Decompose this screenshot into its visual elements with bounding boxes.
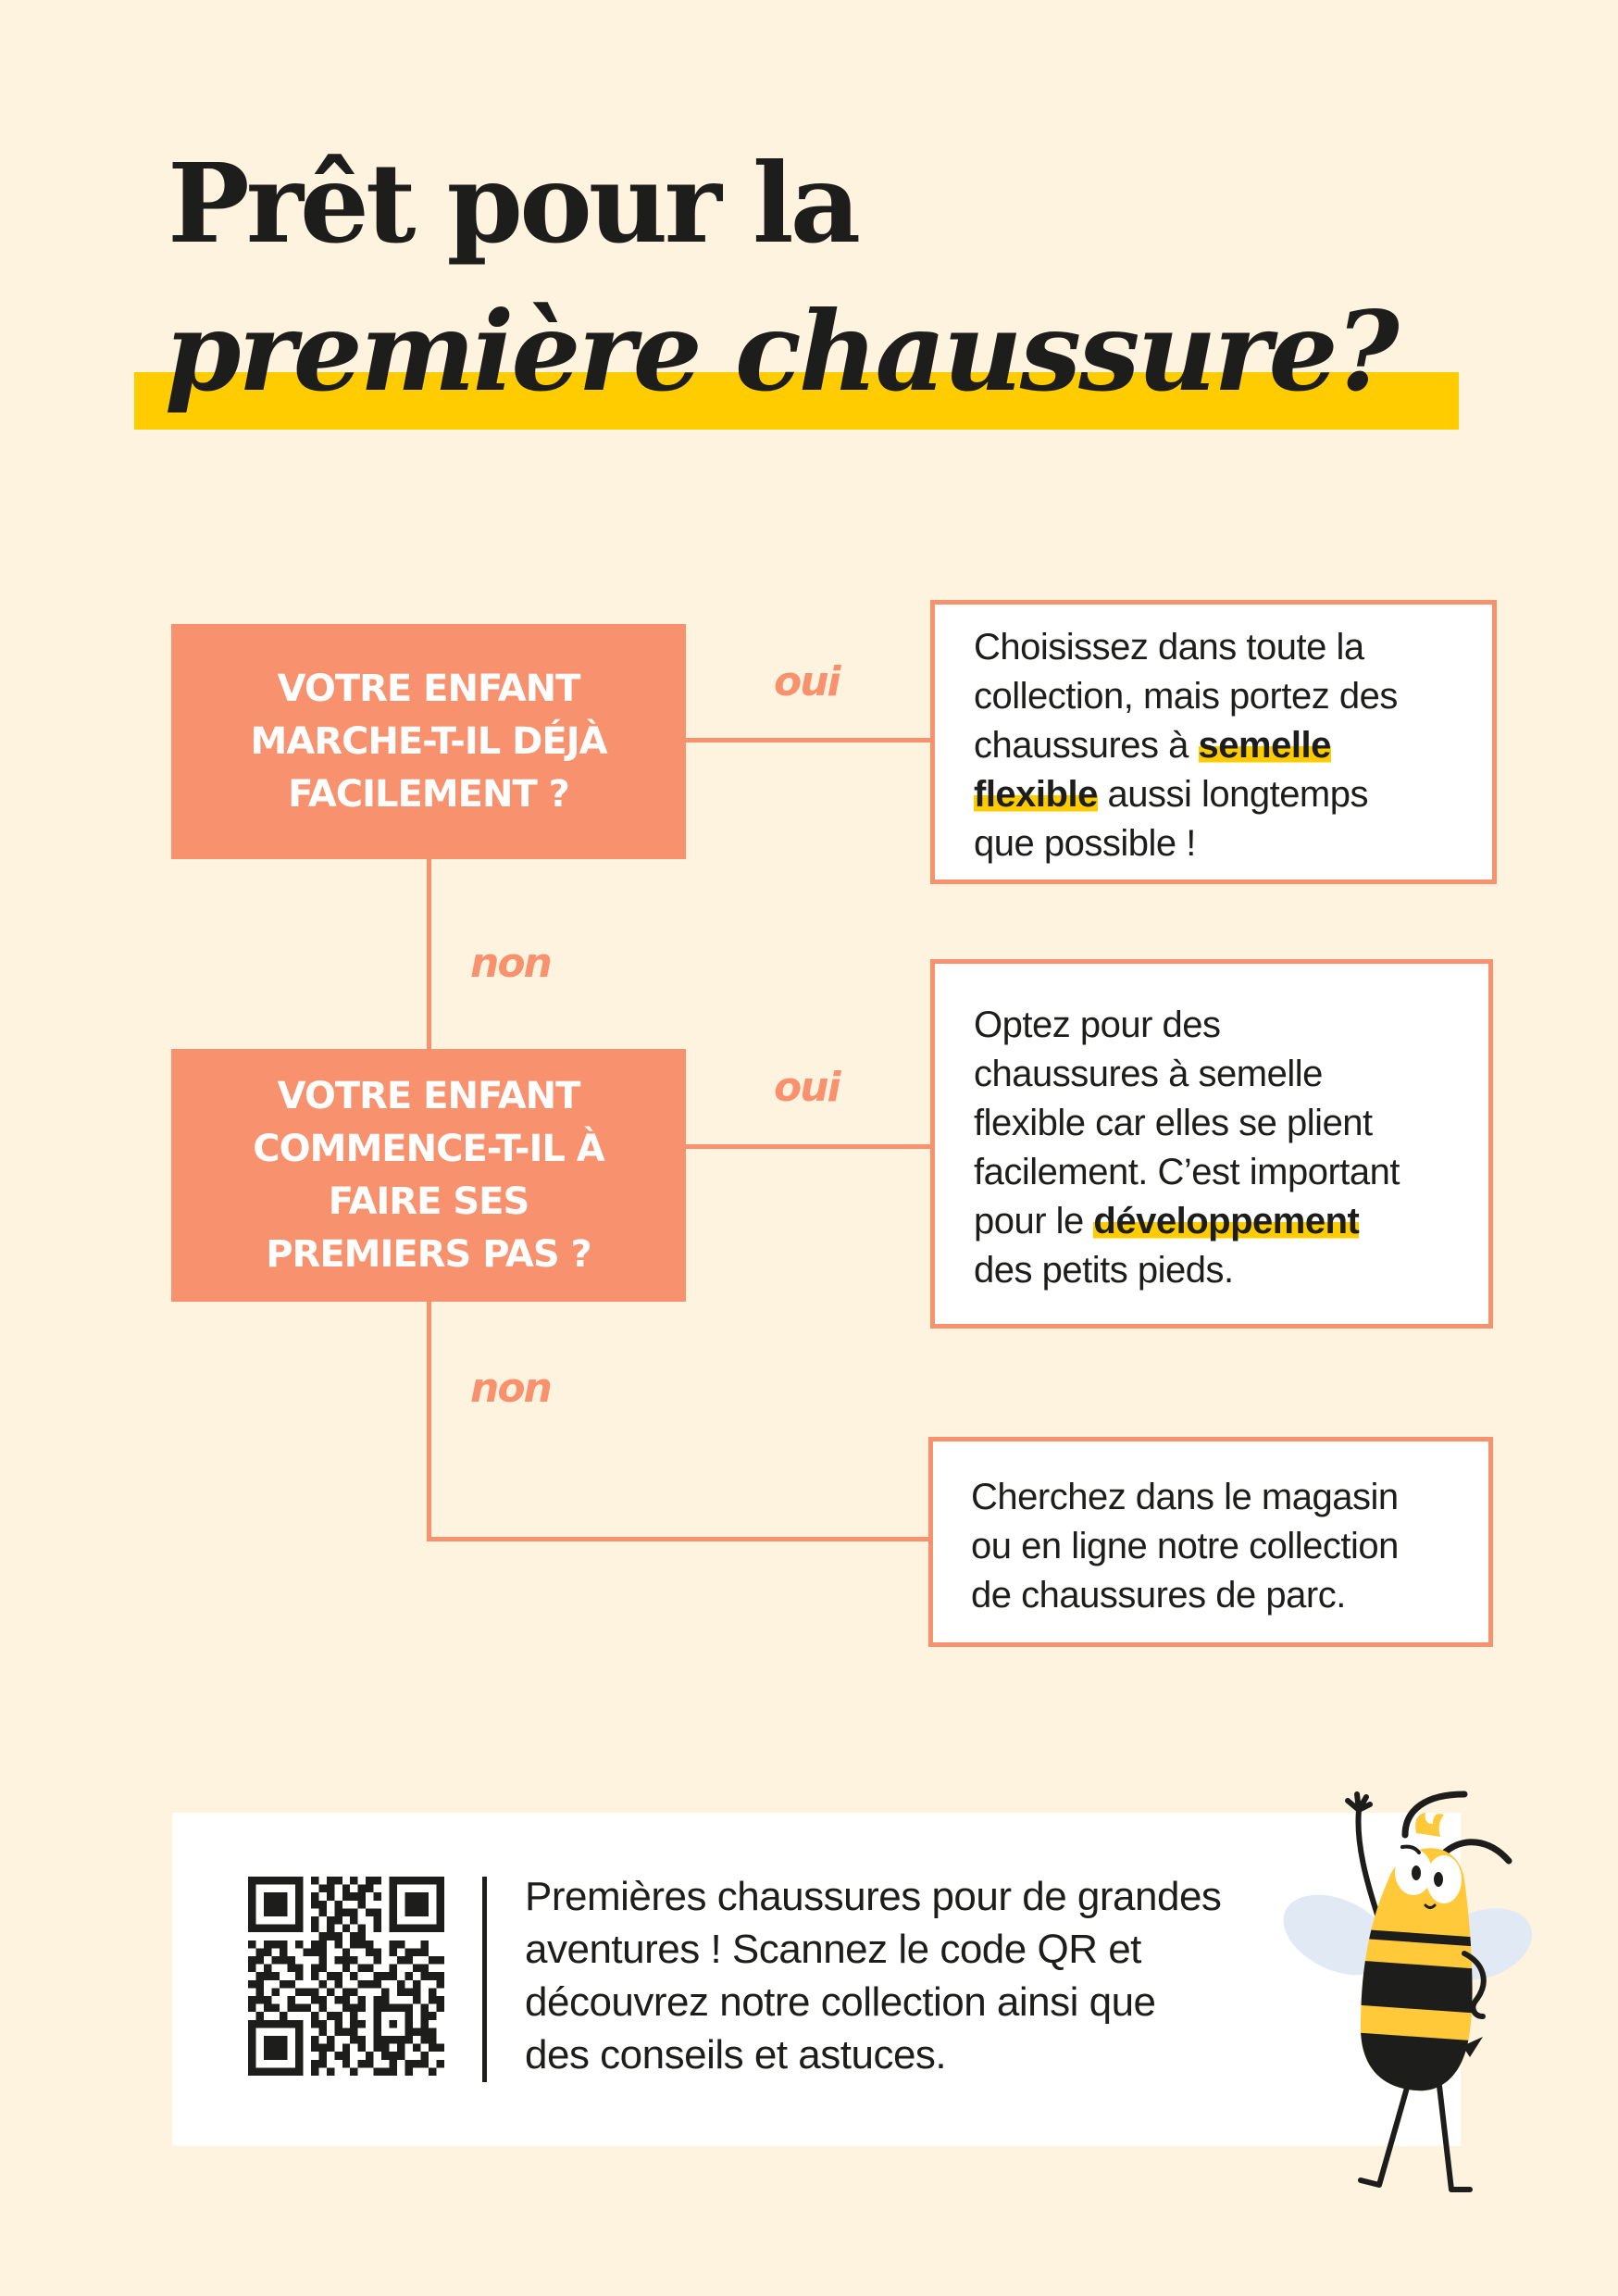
answer-line: de chaussures de parc. — [971, 1575, 1346, 1616]
question-line: VOTRE ENFANT — [277, 667, 580, 710]
question-line: FAIRE SES — [328, 1179, 529, 1223]
label-no-1: non — [470, 940, 551, 987]
page-title-line1: Prêt pour la — [168, 139, 858, 268]
answer-box-park-shoes — [928, 1437, 1493, 1647]
question-box-first-steps — [171, 1049, 686, 1302]
answer-line — [974, 770, 1398, 819]
answer-line: collection, mais portez des — [974, 676, 1398, 717]
answer-box-full-collection — [930, 600, 1497, 884]
answer-line: flexible car elles se plient — [974, 1103, 1373, 1143]
footer-text-line: Premières chaussures pour de grandes — [525, 1874, 1222, 1919]
question-line: VOTRE ENFANT — [277, 1074, 580, 1117]
connector-q1-to-q2 — [427, 859, 431, 1050]
answer-line — [974, 1197, 1400, 1246]
footer-text-line: aventures ! Scannez le code QR et — [525, 1927, 1141, 1972]
question-line: FACILEMENT ? — [288, 772, 569, 816]
label-yes-1: oui — [774, 658, 840, 705]
footer-text-line: découvrez notre collection ainsi que — [525, 1979, 1156, 2025]
label-no-2: non — [470, 1365, 551, 1412]
connector-q1-to-a1 — [686, 738, 932, 742]
highlight-semelle: semelle — [1198, 725, 1331, 766]
qr-code-icon[interactable] — [248, 1877, 444, 2076]
answer-line: Cherchez dans le magasin — [971, 1477, 1399, 1517]
answer-text: aussi longtemps — [1097, 774, 1368, 815]
answer-line: des petits pieds. — [974, 1250, 1234, 1291]
connector-q2-to-a3 — [427, 1537, 931, 1541]
connector-q2-to-a2 — [686, 1144, 932, 1149]
answer-text: pour le — [974, 1201, 1094, 1242]
answer-line: facilement. C’est important — [974, 1152, 1400, 1192]
answer-line: ou en ligne notre collection — [971, 1526, 1399, 1566]
answer-line — [974, 721, 1398, 770]
highlight-flexible: flexible — [974, 774, 1098, 815]
answer-line: que possible ! — [974, 823, 1196, 864]
answer-box-flexible-sole — [930, 959, 1493, 1329]
footer-divider — [482, 1877, 487, 2082]
footer-text — [525, 1870, 1284, 2081]
answer-line: Choisissez dans toute la — [974, 627, 1364, 668]
question-line: PREMIERS PAS ? — [266, 1232, 591, 1276]
question-line: COMMENCE-T-IL À — [253, 1127, 604, 1170]
label-yes-2: oui — [774, 1064, 840, 1111]
answer-line: chaussures à semelle — [974, 1054, 1323, 1094]
footer-text-line: des conseils et astuces. — [525, 2032, 947, 2078]
answer-line: Optez pour des — [974, 1004, 1221, 1045]
bee-mascot-icon — [1268, 1768, 1546, 2213]
question-line: MARCHE-T-IL DÉJÀ — [250, 719, 607, 763]
connector-q2-down — [427, 1302, 431, 1541]
question-box-walks-already — [171, 624, 686, 859]
page-title-line2: première chaussure? — [165, 287, 1397, 416]
highlight-developpement: développement — [1093, 1201, 1360, 1242]
answer-text: chaussures à — [974, 725, 1199, 766]
